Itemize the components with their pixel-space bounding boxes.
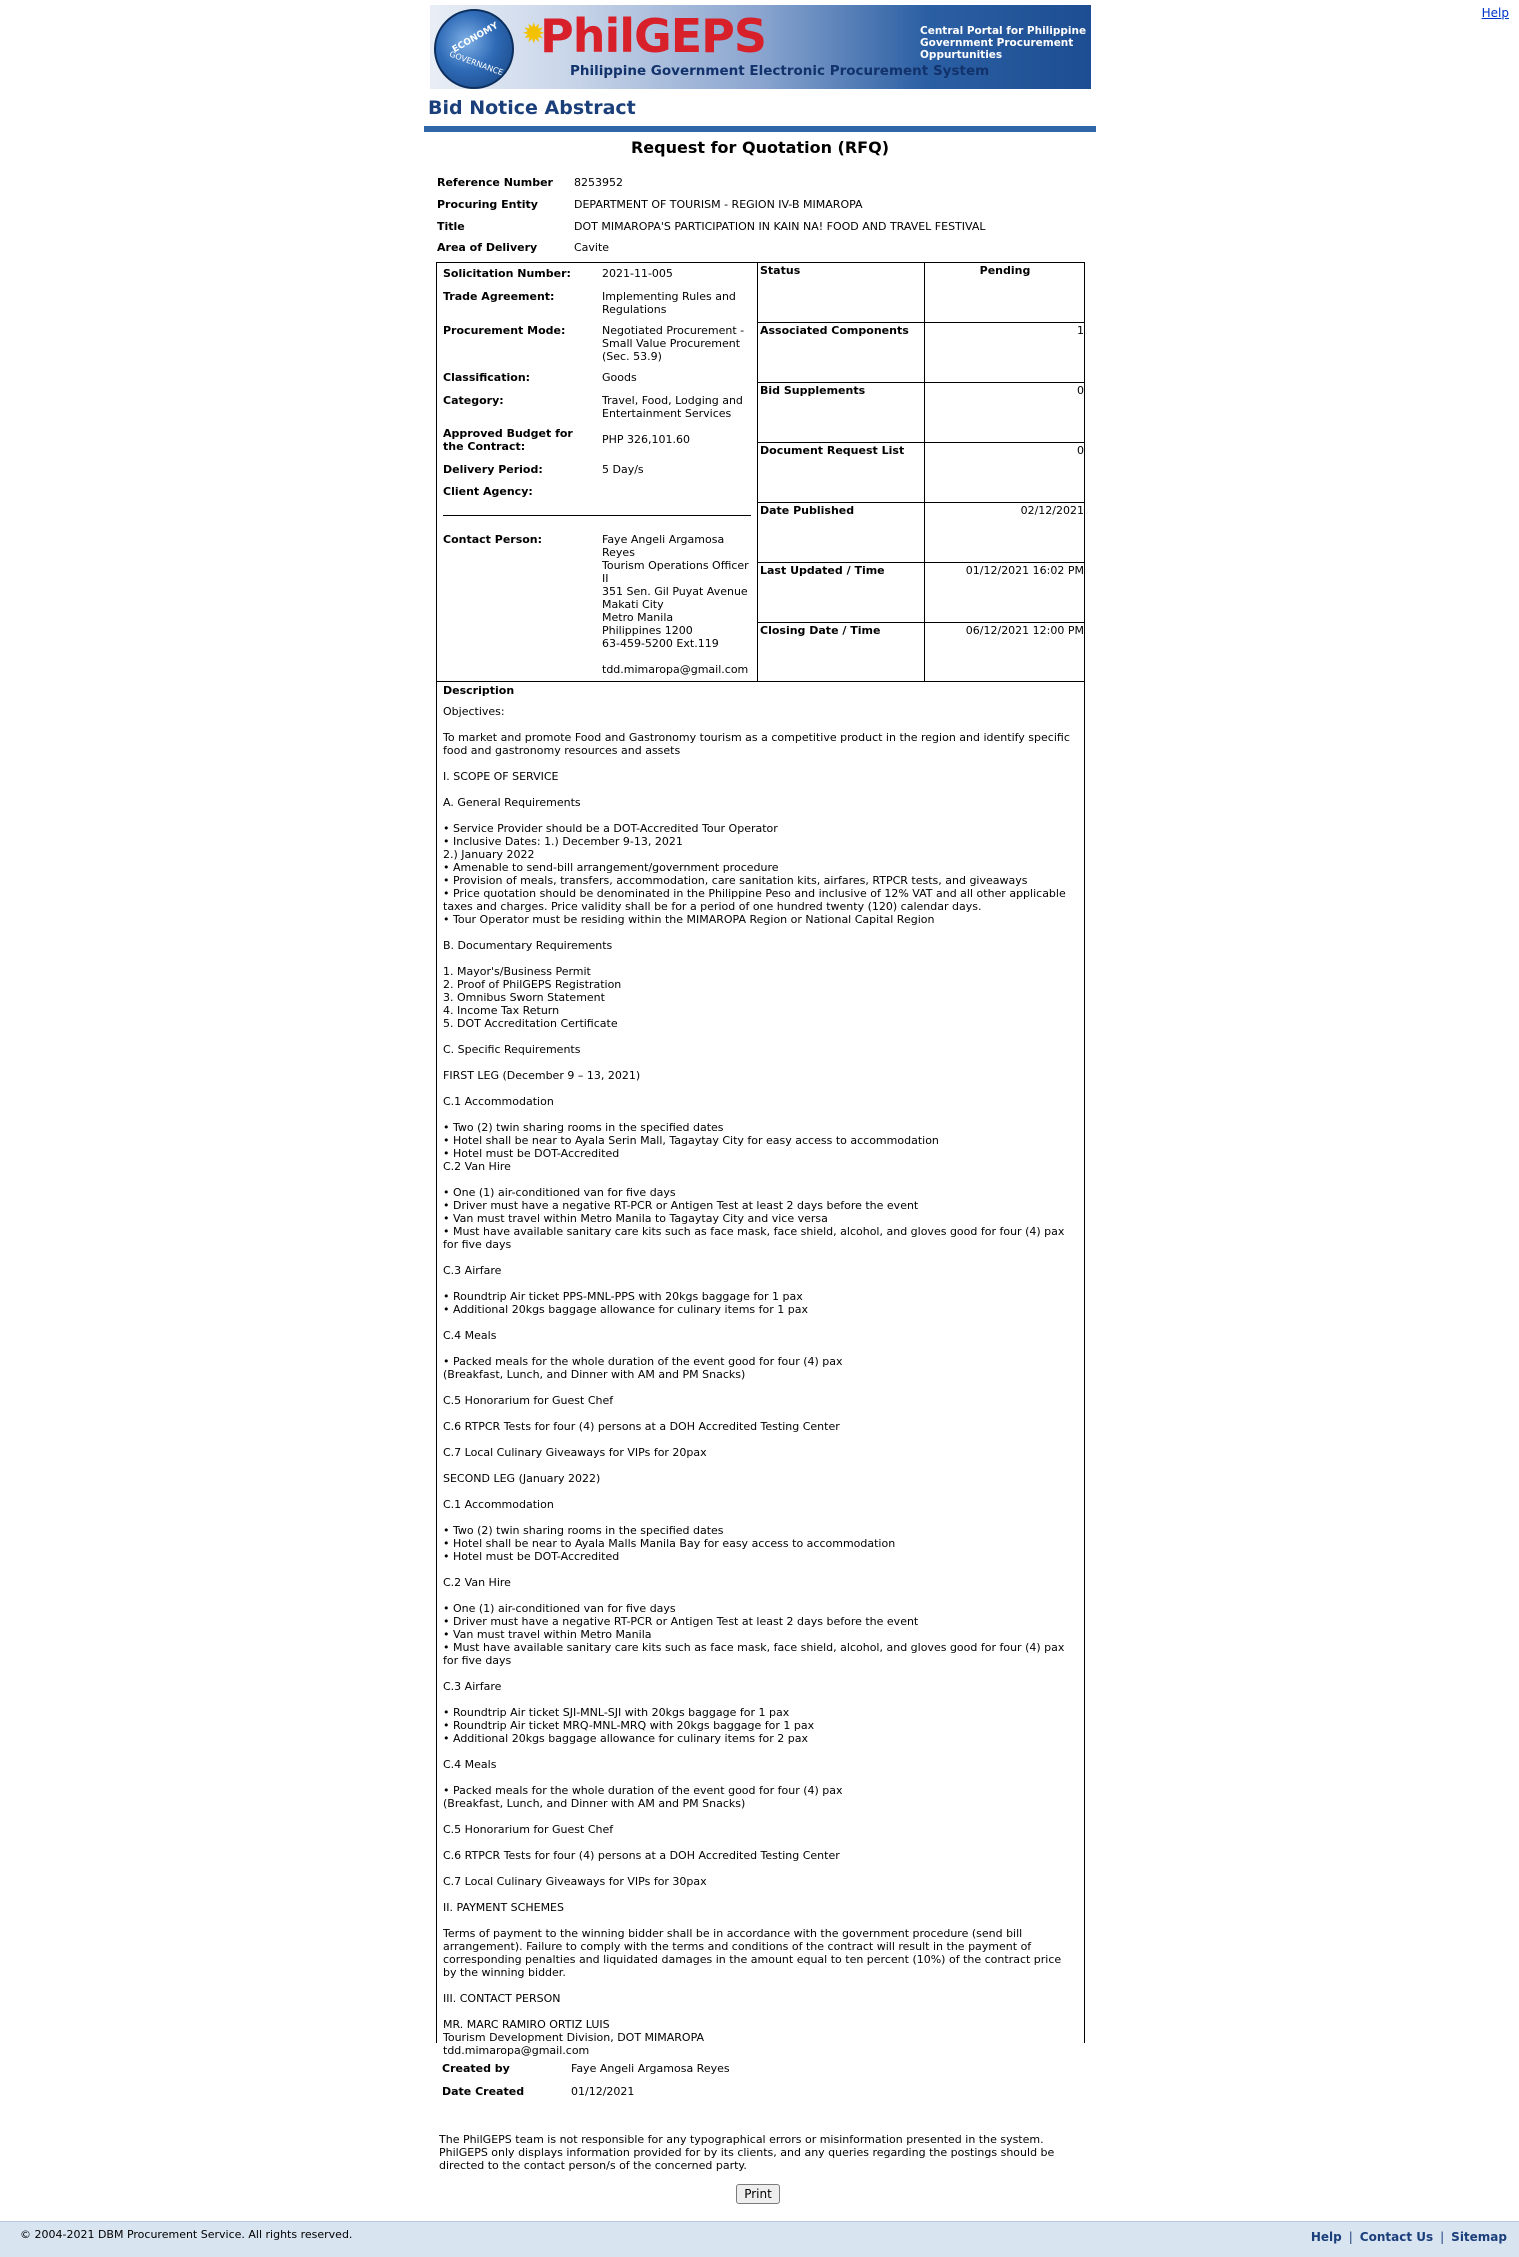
contact-phone: 63-459-5200 Ext.119 — [602, 637, 719, 650]
status-panel — [757, 263, 1085, 681]
meta-label: Area of Delivery — [437, 241, 538, 254]
description-paragraph: I. SCOPE OF SERVICE — [443, 770, 559, 783]
category-label: Category: — [443, 394, 504, 407]
description-paragraph: C.4 Meals — [443, 1758, 497, 1771]
description-paragraph: • Two (2) twin sharing rooms in the specified dates • Hotel shall be near to Ayala Serin Mall, Tagaytay City for easy access to accommodation • Hotel must be DOT-Accredited C.2 Van Hire — [443, 1121, 939, 1173]
created-by-label: Created by — [442, 2062, 510, 2075]
last-updated-value-cell — [924, 563, 1085, 622]
sun-icon: ✹ — [522, 17, 546, 50]
status-value: Pending — [979, 264, 1031, 277]
meta-label: Reference Number — [437, 176, 553, 189]
description-paragraph: C.5 Honorarium for Guest Chef — [443, 1823, 614, 1836]
classification-label: Classification: — [443, 371, 531, 384]
closing-date-value-cell — [924, 623, 1085, 682]
last-updated-label: Last Updated / Time — [760, 564, 885, 577]
closing-date-cell — [758, 623, 1085, 682]
description-paragraph: Objectives: — [443, 705, 505, 718]
globe-top-text: ECONOMY — [450, 20, 501, 56]
contact-address-line: Philippines 1200 — [602, 624, 693, 637]
description-paragraph: C.7 Local Culinary Giveaways for VIPs for 30pax — [443, 1875, 707, 1888]
bid-supplements-cell — [758, 383, 1085, 443]
bid-details-left — [437, 263, 757, 681]
associated-components-value-cell — [924, 323, 1085, 382]
document-request-value: 0 — [1077, 444, 1084, 457]
document-request-label: Document Request List — [760, 444, 905, 457]
last-updated-value: 01/12/2021 16:02 PM — [965, 564, 1084, 577]
closing-date-label: Closing Date / Time — [760, 624, 881, 637]
status-label: Status — [760, 264, 801, 277]
created-by-value: Faye Angeli Argamosa Reyes — [571, 2062, 730, 2075]
description-paragraph: C.1 Accommodation — [443, 1095, 554, 1108]
date-created-label: Date Created — [442, 2085, 525, 2098]
globe-bottom-text: GOVERNANCE — [448, 49, 505, 78]
contact-position: Tourism Operations Officer II — [602, 559, 749, 585]
mode-value: Negotiated Procurement - Small Value Procurement (Sec. 53.9) — [602, 324, 745, 363]
mode-label: Procurement Mode: — [443, 324, 566, 337]
description-paragraph: II. PAYMENT SCHEMES — [443, 1901, 564, 1914]
delivery-value: 5 Day/s — [602, 463, 644, 476]
trade-value: Implementing Rules and Regulations — [602, 290, 736, 316]
status-cell — [758, 263, 1085, 323]
abc-value: PHP 326,101.60 — [602, 433, 691, 446]
contact-email: tdd.mimaropa@gmail.com — [602, 663, 749, 676]
description-paragraph: Terms of payment to the winning bidder shall be in accordance with the government procedure (send bill arrangement). Failure to comply with the terms and conditions of the contract will result in the payment of corresponding penalties and liquidated damages in the amount equal to ten percent (10%) of the contract price by the winning bidder. — [443, 1927, 1062, 1979]
heading-divider — [424, 126, 1096, 132]
description-paragraph: FIRST LEG (December 9 – 13, 2021) — [443, 1069, 641, 1082]
contact-label: Contact Person: — [443, 533, 543, 546]
logo-subtitle: Philippine Government Electronic Procurement System — [570, 63, 990, 79]
meta-label: Procuring Entity — [437, 198, 538, 211]
help-link[interactable]: Help — [1481, 6, 1509, 20]
bid-supplements-value: 0 — [1077, 384, 1084, 397]
print-button[interactable]: Print — [736, 2184, 780, 2204]
footer-links — [1311, 2230, 1507, 2244]
description-paragraph: C.5 Honorarium for Guest Chef — [443, 1394, 614, 1407]
client-label: Client Agency: — [443, 485, 533, 498]
contact-name: Faye Angeli Argamosa Reyes — [602, 533, 725, 559]
description-paragraph: A. General Requirements — [443, 796, 581, 809]
footer-copyright: © 2004-2021 DBM Procurement Service. All rights reserved. — [20, 2228, 353, 2241]
date-published-cell — [758, 503, 1085, 563]
date-created-value: 01/12/2021 — [571, 2085, 635, 2098]
description-body — [443, 705, 1075, 2070]
description-paragraph: 1. Mayor's/Business Permit 2. Proof of PhilGEPS Registration 3. Omnibus Sworn Statement 4. Income Tax Return 5. DOT Accreditation Certificate — [443, 965, 622, 1030]
description-paragraph: C.6 RTPCR Tests for four (4) persons at a DOH Accredited Testing Center — [443, 1420, 840, 1433]
portal-tagline: Central Portal for Philippine Government Procurement Oppurtunities — [920, 25, 1087, 61]
description-paragraph: • Packed meals for the whole duration of the event good for four (4) pax (Breakfast, Lunch, and Dinner with AM and PM Snacks) — [443, 1355, 843, 1381]
associated-components-label: Associated Components — [760, 324, 909, 337]
closing-date-value: 06/12/2021 12:00 PM — [965, 624, 1084, 637]
description-paragraph: C.2 Van Hire — [443, 1576, 511, 1589]
details-divider — [443, 515, 751, 516]
meta-value: DEPARTMENT OF TOURISM - REGION IV-B MIMAROPA — [574, 198, 863, 211]
description-paragraph: • Service Provider should be a DOT-Accredited Tour Operator • Inclusive Dates: 1.) December 9-13, 2021 2.) January 2022 • Amenable to send-bill arrangement/government procedure • Provision of meals, transfers, accommodation, care sanitation kits, airfares, RTPCR tests, and giveaways • Price quotation should be denominated in the Philippine Peso and inclusive of 12% VAT and all other applicable taxes and charges. Price validity shall be for a period of one hundred twenty (120) calendar days. • Tour Operator must be residing within the MIMAROPA Region or National Capital Region — [443, 822, 1066, 926]
description-paragraph: C.3 Airfare — [443, 1680, 502, 1693]
document-request-value-cell — [924, 443, 1085, 502]
rfq-title: Request for Quotation (RFQ) — [630, 138, 889, 157]
bid-supplements-label: Bid Supplements — [760, 384, 866, 397]
disclaimer-text: The PhilGEPS team is not responsible for any typographical errors or misinformation presented in the system. PhilGEPS only displays information provided for by its clients, and any queries regarding the postings should be directed to the contact person/s of the concerned party. — [439, 2133, 1055, 2172]
meta-label: Title — [437, 220, 465, 233]
description-paragraph: C.1 Accommodation — [443, 1498, 554, 1511]
contact-details — [602, 533, 752, 676]
trade-label: Trade Agreement: — [443, 290, 555, 303]
solicitation-label: Solicitation Number: — [443, 267, 571, 280]
associated-components-value: 1 — [1077, 324, 1084, 337]
description-paragraph: C.3 Airfare — [443, 1264, 502, 1277]
description-paragraph: To market and promote Food and Gastronomy tourism as a competitive product in the region and identify specific food and gastronomy resources and assets — [443, 731, 1070, 757]
description-paragraph: III. CONTACT PERSON — [443, 1992, 561, 2005]
category-value: Travel, Food, Lodging and Entertainment Services — [602, 394, 743, 420]
date-published-value-cell — [924, 503, 1085, 562]
contact-address-line: Metro Manila — [602, 611, 674, 624]
footer-sitemap-link[interactable]: Sitemap — [1451, 2230, 1507, 2244]
date-published-value: 02/12/2021 — [1020, 504, 1084, 517]
document-request-cell — [758, 443, 1085, 503]
details-bottom-line — [437, 681, 1084, 682]
meta-value: Cavite — [574, 241, 610, 254]
footer-contact-link[interactable]: Contact Us — [1359, 2230, 1434, 2244]
description-paragraph: C.6 RTPCR Tests for four (4) persons at a DOH Accredited Testing Center — [443, 1849, 840, 1862]
description-paragraph: • Roundtrip Air ticket SJI-MNL-SJI with 20kgs baggage for 1 pax • Roundtrip Air ticket MRQ-MNL-MRQ with 20kgs baggage for 1 pax • Additional 20kgs baggage allowance for culinary items for 2 pax — [443, 1706, 815, 1745]
classification-value: Goods — [602, 371, 637, 384]
page-title: Bid Notice Abstract — [428, 97, 636, 119]
delivery-label: Delivery Period: — [443, 463, 543, 476]
description-paragraph: • Roundtrip Air ticket PPS-MNL-PPS with 20kgs baggage for 1 pax • Additional 20kgs baggage allowance for culinary items for 1 pax — [443, 1290, 808, 1316]
bid-details-table — [436, 262, 1085, 2057]
contact-address-line: 351 Sen. Gil Puyat Avenue — [602, 585, 748, 598]
meta-value: 8253952 — [574, 176, 623, 189]
footer-separator: | — [1348, 2230, 1353, 2244]
description-paragraph: B. Documentary Requirements — [443, 939, 613, 952]
philgeps-banner — [430, 5, 1091, 89]
description-paragraph: C. Specific Requirements — [443, 1043, 581, 1056]
philgeps-logo: PhilGEPS — [540, 9, 767, 63]
description-paragraph: C.7 Local Culinary Giveaways for VIPs for 20pax — [443, 1446, 707, 1459]
contact-address-line: Makati City — [602, 598, 664, 611]
description-paragraph: C.4 Meals — [443, 1329, 497, 1342]
footer-help-link[interactable]: Help — [1310, 2230, 1342, 2244]
description-label: Description — [443, 684, 515, 697]
solicitation-value: 2021-11-005 — [602, 267, 673, 280]
description-paragraph: MR. MARC RAMIRO ORTIZ LUIS Tourism Development Division, DOT MIMAROPA tdd.mimaropa@gmail.com — [443, 2018, 705, 2057]
description-paragraph: • One (1) air-conditioned van for five days • Driver must have a negative RT-PCR or Antigen Test at least 2 days before the event • Van must travel within Metro Manila • Must have available sanitary care kits such as face mask, face shield, alcohol, and gloves good for four (4) pax for five days — [443, 1602, 1065, 1667]
abc-label: Approved Budget for the Contract: — [443, 427, 573, 453]
description-paragraph: • Packed meals for the whole duration of the event good for four (4) pax (Breakfast, Lunch, and Dinner with AM and PM Snacks) — [443, 1784, 843, 1810]
description-paragraph: • Two (2) twin sharing rooms in the specified dates • Hotel shall be near to Ayala Malls Manila Bay for easy access to accommodation • Hotel must be DOT-Accredited — [443, 1524, 896, 1563]
status-value-cell — [924, 263, 1085, 322]
bid-supplements-value-cell — [924, 383, 1085, 442]
description-paragraph: • One (1) air-conditioned van for five days • Driver must have a negative RT-PCR or Antigen Test at least 2 days before the event • Van must travel within Metro Manila to Tagaytay City and vice versa • Must have available sanitary care kits such as face mask, face shield, alcohol, and gloves good for four (4) pax for five days — [443, 1186, 1065, 1251]
footer — [0, 2221, 1519, 2257]
globe-logo-icon — [434, 9, 514, 89]
description-paragraph: SECOND LEG (January 2022) — [443, 1472, 601, 1485]
last-updated-cell — [758, 563, 1085, 623]
meta-value: DOT MIMAROPA'S PARTICIPATION IN KAIN NA! FOOD AND TRAVEL FESTIVAL — [574, 220, 986, 233]
footer-separator: | — [1440, 2230, 1445, 2244]
date-published-label: Date Published — [760, 504, 855, 517]
associated-components-cell — [758, 323, 1085, 383]
